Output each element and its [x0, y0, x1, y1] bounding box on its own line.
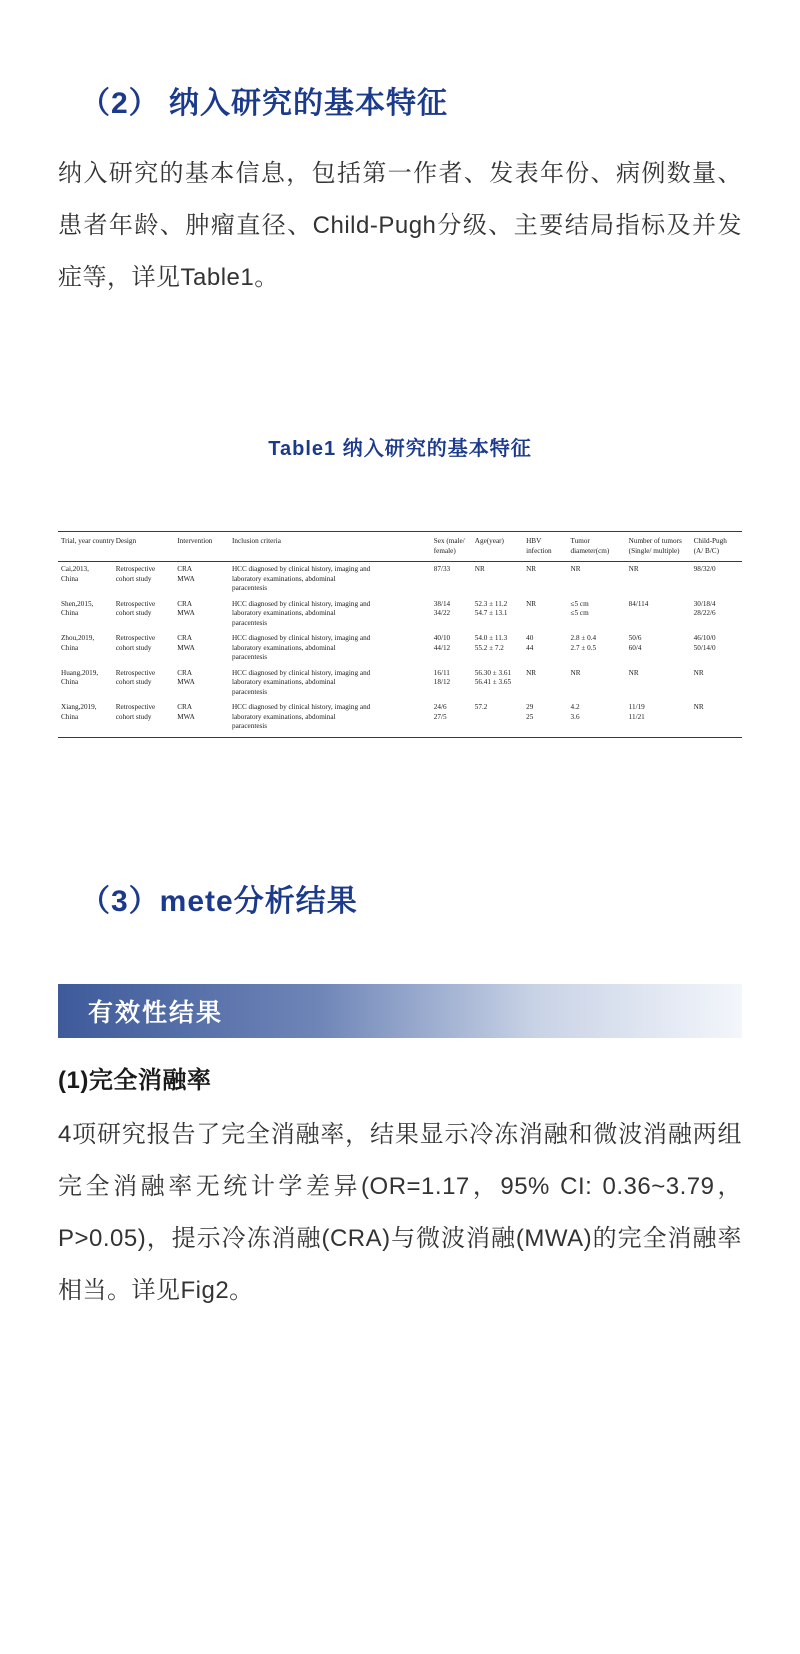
cell-line: cohort study [115, 609, 152, 617]
table-cell-sex [431, 700, 472, 737]
table-cell-diameter [568, 631, 626, 666]
table-row [58, 597, 742, 632]
table-cell-trial [58, 597, 113, 632]
cell-line: 18/12 [433, 678, 451, 686]
table-cell-criteria [229, 700, 431, 737]
spacer [58, 738, 742, 858]
cell-line: 98/32/0 [693, 565, 716, 573]
col-number-of-tumors: Number of tumors (Single/ multiple) [626, 532, 691, 562]
cell-line: HCC diagnosed by clinical history, imaging and [231, 703, 371, 711]
cell-line: China [61, 678, 79, 686]
cell-line: 54.7 ± 13.1 [474, 609, 508, 617]
table-cell-intervention [174, 700, 229, 737]
table-cell-tumors [626, 597, 691, 632]
cell-line: NR [693, 703, 704, 711]
cell-line: 11/21 [628, 712, 645, 721]
cell-line: NR [526, 599, 537, 608]
table-cell-child [691, 562, 742, 597]
cell-line: Shen,2015, [61, 599, 94, 608]
cell-line: ≤5 cm [570, 599, 589, 608]
table-cell-child [691, 700, 742, 737]
cell-line: 44/12 [433, 643, 451, 652]
cell-line: MWA [177, 609, 195, 617]
table-cell-hbv [523, 700, 567, 737]
table-cell-trial [58, 666, 113, 701]
cell-line: 16/11 [433, 668, 450, 677]
banner-efficacy-results [58, 984, 742, 1038]
col-child-pugh: Child-Pugh (A/ B/C) [691, 532, 742, 562]
table-body [58, 562, 742, 738]
cell-line: 87/33 [433, 565, 451, 573]
cell-line: 30/18/4 [693, 599, 716, 608]
table-cell-intervention [174, 666, 229, 701]
table-cell-child [691, 631, 742, 666]
table-cell-design [113, 700, 175, 737]
cell-line: cohort study [115, 678, 152, 686]
cell-line: 57.2 [474, 703, 488, 711]
cell-line: Retrospective [115, 703, 156, 711]
col-inclusion-criteria: Inclusion criteria [229, 532, 431, 562]
cell-line: cohort study [115, 574, 152, 583]
cell-line: CRA [177, 634, 193, 642]
cell-line: 50/6 [628, 634, 642, 642]
table-caption: Table1 纳入研究的基本特征 [268, 438, 532, 460]
table-cell-tumors [626, 700, 691, 737]
col-hbv-infection: HBV infection [523, 532, 567, 562]
table-cell-trial [58, 631, 113, 666]
cell-line: HCC diagnosed by clinical history, imaging and [231, 634, 371, 642]
cell-line: 25 [526, 712, 534, 721]
table-cell-sex [431, 562, 472, 597]
cell-line: paracentesis [231, 618, 268, 627]
paragraph-complete-ablation-rate: 4项研究报告了完全消融率，结果显示冷冻消融和微波消融两组完全消融率无统计学差异(OR=1.17，95% CI: 0.36~3.79，P>0.05)，提示冷冻消融(CRA)与微波消融(MWA)的完全消融率相当。详见Fig2。 [58, 1120, 742, 1304]
cell-line: Xiang,2019, [61, 703, 97, 711]
cell-line: Zhou,2019, [61, 634, 95, 642]
cell-line: 52.3 ± 11.2 [474, 599, 508, 608]
cell-line: Retrospective [115, 565, 156, 573]
cell-line: NR [628, 668, 639, 677]
cell-line: 28/22/6 [693, 609, 716, 617]
cell-line: paracentesis [231, 687, 268, 696]
cell-line: NR [474, 565, 485, 573]
table-cell-sex [431, 666, 472, 701]
cell-line: 2.7 ± 0.5 [570, 643, 597, 652]
cell-line: Huang,2019, [61, 668, 99, 677]
table-cell-trial [58, 700, 113, 737]
col-sex: Sex (male/ female) [431, 532, 472, 562]
table-cell-design [113, 666, 175, 701]
table-cell-sex [431, 631, 472, 666]
cell-line: MWA [177, 643, 195, 652]
cell-line: 34/22 [433, 609, 451, 617]
cell-line: CRA [177, 668, 193, 677]
cell-line: laboratory examinations, abdominal [231, 678, 336, 686]
table-cell-sex [431, 597, 472, 632]
table-cell-age [472, 597, 523, 632]
cell-line: 3.6 [570, 712, 580, 721]
cell-line: 24/6 [433, 703, 447, 711]
cell-line: 2.8 ± 0.4 [570, 634, 597, 642]
col-tumor-diameter: Tumor diameter(cm) [568, 532, 626, 562]
cell-line: NR [526, 565, 537, 573]
cell-line: MWA [177, 712, 195, 721]
table-cell-hbv [523, 666, 567, 701]
cell-line: CRA [177, 703, 193, 711]
cell-line: HCC diagnosed by clinical history, imaging and [231, 668, 371, 677]
cell-line: 38/14 [433, 599, 451, 608]
table-cell-tumors [626, 562, 691, 597]
cell-line: 50/14/0 [693, 643, 716, 652]
cell-line: 55.2 ± 7.2 [474, 643, 504, 652]
cell-line: 11/19 [628, 703, 645, 711]
banner-label: 有效性结果 [88, 998, 224, 1027]
table-row [58, 631, 742, 666]
table-cell-tumors [626, 631, 691, 666]
cell-line: Retrospective [115, 599, 156, 608]
cell-line: CRA [177, 599, 193, 608]
cell-line: NR [570, 565, 581, 573]
cell-line: MWA [177, 678, 195, 686]
spacer [58, 946, 742, 974]
section-heading-2: （2） 纳入研究的基本特征 [80, 87, 449, 120]
cell-line: NR [693, 668, 704, 677]
table-cell-intervention [174, 597, 229, 632]
table-cell-trial [58, 562, 113, 597]
table-cell-design [113, 631, 175, 666]
study-characteristics-table [58, 531, 742, 738]
table-cell-criteria [229, 597, 431, 632]
cell-line: Retrospective [115, 668, 156, 677]
table-cell-criteria [229, 666, 431, 701]
cell-line: HCC diagnosed by clinical history, imaging and [231, 599, 371, 608]
cell-line: paracentesis [231, 584, 268, 592]
cell-line: 46/10/0 [693, 634, 716, 642]
cell-line: 40 [526, 634, 534, 642]
cell-line: 4.2 [570, 703, 580, 711]
cell-line: NR [570, 668, 581, 677]
cell-line: 40/10 [433, 634, 451, 642]
cell-line: laboratory examinations, abdominal [231, 712, 336, 721]
cell-line: Cai,2013, [61, 565, 89, 573]
table-cell-diameter [568, 700, 626, 737]
spacer [58, 314, 742, 342]
cell-line: CRA [177, 565, 193, 573]
cell-line: China [61, 643, 79, 652]
cell-line: HCC diagnosed by clinical history, imaging and [231, 565, 371, 573]
cell-line: laboratory examinations, abdominal [231, 574, 336, 583]
cell-line: 60/4 [628, 643, 642, 652]
table-cell-child [691, 597, 742, 632]
cell-line: 29 [526, 703, 534, 711]
table-cell-hbv [523, 631, 567, 666]
cell-line: Retrospective [115, 634, 156, 642]
cell-line: 56.30 ± 3.61 [474, 668, 512, 677]
sub-heading-complete-ablation-rate: (1)完全消融率 [58, 1066, 212, 1094]
section-heading-3: （3）mete分析结果 [80, 884, 358, 918]
table-row [58, 562, 742, 597]
table [58, 531, 742, 738]
table-cell-intervention [174, 631, 229, 666]
table-row [58, 666, 742, 701]
table-row [58, 700, 742, 737]
col-design: Design [113, 532, 175, 562]
table-cell-tumors [626, 666, 691, 701]
table-cell-age [472, 666, 523, 701]
paragraph-study-characteristics: 纳入研究的基本信息，包括第一作者、发表年份、病例数量、患者年龄、肿瘤直径、Child-Pugh分级、主要结局指标及并发症等，详见Table1。 [58, 160, 742, 291]
cell-line: 54.0 ± 11.3 [474, 634, 508, 642]
table-cell-intervention [174, 562, 229, 597]
cell-line: 56.41 ± 3.65 [474, 678, 512, 686]
cell-line: 44 [526, 643, 534, 652]
cell-line: 84/114 [628, 599, 649, 608]
cell-line: China [61, 712, 79, 721]
cell-line: laboratory examinations, abdominal [231, 609, 336, 617]
table-cell-design [113, 562, 175, 597]
table-header-row [58, 532, 742, 562]
cell-line: paracentesis [231, 722, 268, 730]
table-cell-age [472, 700, 523, 737]
cell-line: NR [628, 565, 639, 573]
table-header [58, 532, 742, 562]
table-cell-criteria [229, 562, 431, 597]
table-cell-criteria [229, 631, 431, 666]
cell-line: paracentesis [231, 653, 268, 661]
table-cell-child [691, 666, 742, 701]
cell-line: ≤5 cm [570, 609, 589, 617]
table-cell-age [472, 562, 523, 597]
cell-line: cohort study [115, 712, 152, 721]
cell-line: China [61, 574, 79, 583]
table-cell-diameter [568, 597, 626, 632]
table-cell-design [113, 597, 175, 632]
col-intervention: Intervention [174, 532, 229, 562]
table-cell-hbv [523, 597, 567, 632]
table-cell-diameter [568, 666, 626, 701]
cell-line: NR [526, 668, 537, 677]
cell-line: MWA [177, 574, 195, 583]
cell-line: laboratory examinations, abdominal [231, 643, 336, 652]
table-cell-diameter [568, 562, 626, 597]
table-cell-age [472, 631, 523, 666]
col-age: Age(year) [472, 532, 523, 562]
table-cell-hbv [523, 562, 567, 597]
col-trial-year-country: Trial, year country [58, 532, 113, 562]
cell-line: cohort study [115, 643, 152, 652]
cell-line: China [61, 609, 79, 617]
cell-line: 27/5 [433, 712, 447, 721]
